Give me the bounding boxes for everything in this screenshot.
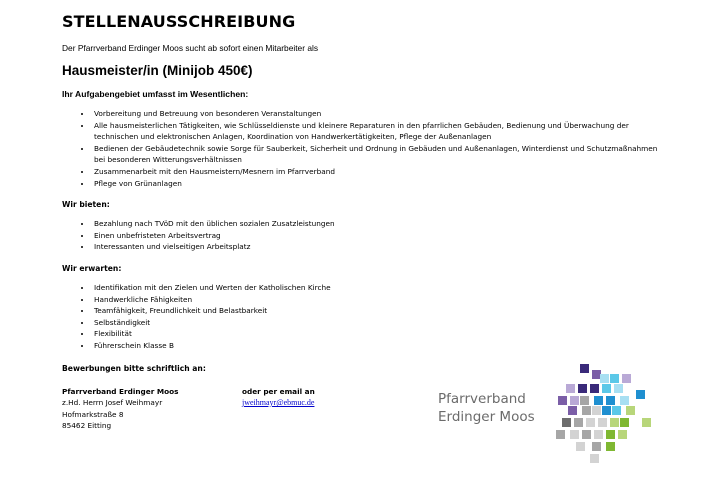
- expect-heading: Wir erwarten:: [62, 263, 122, 273]
- logo-tile: [586, 418, 595, 427]
- logo-tile: [626, 406, 635, 415]
- logo-tile: [578, 384, 587, 393]
- apply-heading: Bewerbungen bitte schriftlich an:: [62, 363, 206, 373]
- address-street: Hofmarkstraße 8: [62, 409, 124, 419]
- logo-tile: [590, 454, 599, 463]
- logo-wordmark: [438, 390, 535, 426]
- email-contact: [242, 386, 315, 409]
- address-person: z.Hd. Herrn Josef Weihmayr: [62, 398, 163, 408]
- list-item: • Bedienen der Gebäudetechnik sowie Sorge für Sauberkeit, Sicherheit und Ordnung in Gebäuden und Außenanlagen, Winterdienst und Schutzmaßnahmen bei besonderen Witterungsverhältnissen: [92, 143, 662, 166]
- intro-text: Der Pfarrverband Erdinger Moos sucht ab sofort einen Mitarbeiter als: [62, 43, 319, 53]
- logo-mosaic-icon: [556, 364, 656, 464]
- logo-tile: [612, 406, 621, 415]
- logo-tile: [642, 418, 651, 427]
- logo-tile: [580, 396, 589, 405]
- page-title: STELLENAUSSCHREIBUNG: [62, 12, 296, 31]
- logo-tile: [556, 430, 565, 439]
- logo-tile: [622, 374, 631, 383]
- logo-tile: [568, 406, 577, 415]
- logo-tile: [602, 384, 611, 393]
- tasks-heading: Ihr Aufgabengebiet umfasst im Wesentlichen:: [62, 89, 249, 99]
- list-item: • Zusammenarbeit mit den Hausmeistern/Mesnern im Pfarrverband: [92, 166, 662, 178]
- list-item: • Interessanten und vielseitigen Arbeitsplatz: [92, 241, 662, 253]
- logo-tile: [606, 396, 615, 405]
- offer-heading: Wir bieten:: [62, 200, 110, 210]
- list-item: • Vorbereitung und Betreuung von besonderen Veranstaltungen: [92, 108, 662, 120]
- logo-tile: [610, 374, 619, 383]
- list-item: • Führerschein Klasse B: [92, 340, 662, 352]
- logo-tile: [618, 430, 627, 439]
- logo-tile: [592, 442, 601, 451]
- logo-tile: [606, 430, 615, 439]
- offer-list: [62, 218, 662, 253]
- logo-tile: [576, 442, 585, 451]
- logo-tile: [562, 418, 571, 427]
- logo-tile: [592, 370, 601, 379]
- expect-list: [62, 282, 662, 352]
- logo-tile: [570, 396, 579, 405]
- email-link[interactable]: jweihmayr@ebmuc.de: [242, 398, 315, 408]
- email-label: oder per email an: [242, 386, 315, 396]
- position-title: Hausmeister/in (Minijob 450€): [62, 63, 253, 78]
- logo-line-2: Erdinger Moos: [438, 409, 535, 425]
- logo-tile: [566, 384, 575, 393]
- list-item: • Identifikation mit den Zielen und Werten der Katholischen Kirche: [92, 282, 662, 294]
- list-item: • Pflege von Grünanlagen: [92, 178, 662, 190]
- postal-address: [62, 386, 242, 432]
- logo-tile: [582, 406, 591, 415]
- list-item: • Flexibilität: [92, 328, 662, 340]
- logo-tile: [580, 364, 589, 373]
- logo-tile: [614, 384, 623, 393]
- logo-tile: [594, 430, 603, 439]
- logo-tile: [558, 396, 567, 405]
- logo-tile: [620, 418, 629, 427]
- logo-tile: [636, 390, 645, 399]
- list-item: • Bezahlung nach TVöD mit den üblichen sozialen Zusatzleistungen: [92, 218, 662, 230]
- tasks-list: [62, 108, 662, 189]
- logo-tile: [600, 374, 609, 383]
- logo-tile: [592, 406, 601, 415]
- address-city: 85462 Eitting: [62, 421, 112, 431]
- logo-tile: [582, 430, 591, 439]
- list-item: • Teamfähigkeit, Freundlichkeit und Belastbarkeit: [92, 305, 662, 317]
- logo-tile: [610, 418, 619, 427]
- logo-tile: [620, 396, 629, 405]
- logo-tile: [594, 396, 603, 405]
- logo-tile: [574, 418, 583, 427]
- list-item: • Selbständigkeit: [92, 317, 662, 329]
- list-item: • Alle hausmeisterlichen Tätigkeiten, wie Schlüsseldienste und kleinere Reparaturen in den pfarrlichen Gebäuden, Bedienung und Überwachung der technischen und elektronischen Anlagen, Koordination von Handwerkertätigkeiten, Pflege der Außenanlagen: [92, 120, 662, 143]
- list-item: • Einen unbefristeten Arbeitsvertrag: [92, 230, 662, 242]
- address-org: Pfarrverband Erdinger Moos: [62, 386, 179, 396]
- logo-tile: [598, 418, 607, 427]
- logo-line-1: Pfarrverband: [438, 391, 526, 407]
- logo-tile: [570, 430, 579, 439]
- logo-tile: [602, 406, 611, 415]
- logo-tile: [606, 442, 615, 451]
- logo-tile: [590, 384, 599, 393]
- list-item: • Handwerkliche Fähigkeiten: [92, 294, 662, 306]
